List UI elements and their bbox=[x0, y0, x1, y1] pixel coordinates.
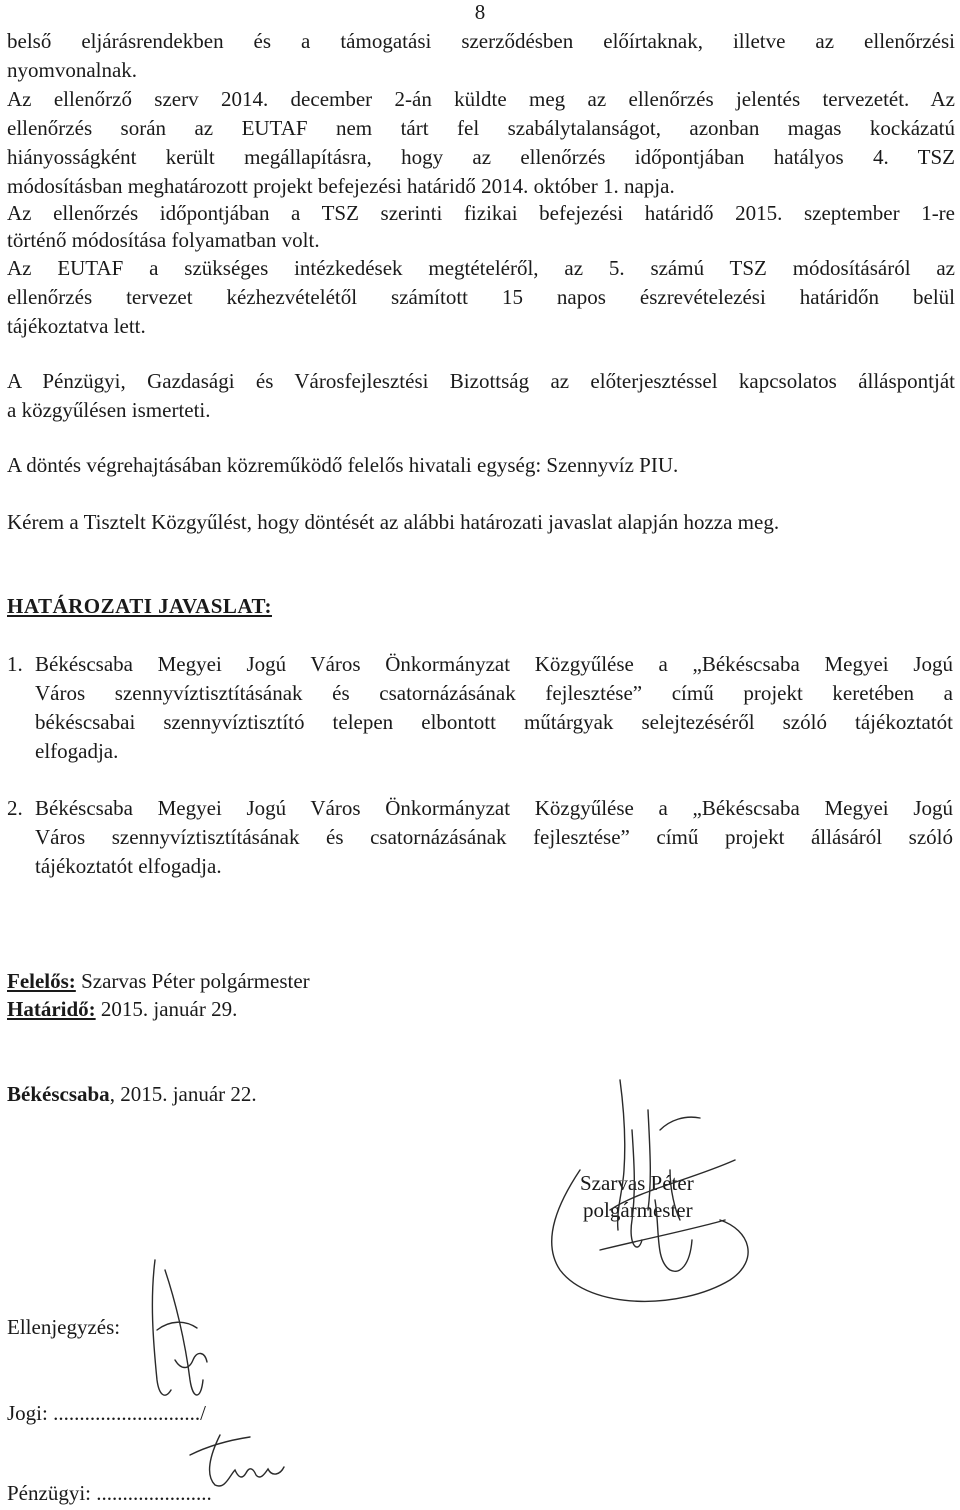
resolution-item-2-line-2: Város szennyvíztisztításának és csatornázásának fejlesztése” című projekt állásáról szóló bbox=[35, 825, 953, 849]
countersign-signature bbox=[135, 1250, 235, 1410]
date: , 2015. január 22. bbox=[109, 1082, 257, 1106]
resolution-item-2-line-1: Békéscsaba Megyei Jogú Város Önkormányzat Közgyűlése a „Békéscsaba Megyei Jogú bbox=[35, 796, 953, 820]
resolution-item-1-line-4: elfogadja. bbox=[35, 739, 119, 763]
legal-line bbox=[7, 1399, 206, 1428]
deadline-line bbox=[7, 995, 237, 1024]
paragraph3-line-3: tájékoztatva lett. bbox=[7, 314, 146, 338]
resolution-item-1-line-1: Békéscsaba Megyei Jogú Város Önkormányzat Közgyűlése a „Békéscsaba Megyei Jogú bbox=[35, 652, 953, 676]
resolution-item-1 bbox=[0, 650, 960, 770]
resolution-item-1-line-2: Város szennyvíztisztításának és csatornázásának fejlesztése” című projekt keretében a bbox=[35, 681, 953, 705]
resolution-item-number: 1. bbox=[7, 652, 23, 676]
paragraph4-line-2: a közgyűlésen ismerteti. bbox=[7, 398, 211, 422]
resolution-item-1-line-3: békéscsabai szennyvíztisztító telepen elbontott műtárgyak selejtezéséről szóló tájékoztatót bbox=[35, 710, 953, 734]
intro-line-2: nyomvonalnak. bbox=[7, 58, 138, 82]
paragraph1-line-3: hiányosságként került megállapításra, hogy az ellenőrzés időpontjában hatályos 4. TSZ bbox=[7, 145, 955, 169]
financial-dots: ...................... bbox=[96, 1481, 212, 1505]
responsible-label: Felelős: bbox=[7, 969, 76, 993]
financial-line bbox=[7, 1479, 212, 1508]
responsible-value: Szarvas Péter polgármester bbox=[75, 969, 310, 993]
countersign-label: Ellenjegyzés: bbox=[7, 1315, 121, 1339]
deadline-value: 2015. január 29. bbox=[95, 997, 238, 1021]
legal-label: Jogi: bbox=[7, 1401, 48, 1425]
resolution-item-2 bbox=[0, 794, 960, 884]
responsible-line bbox=[7, 967, 310, 996]
mayor-signature bbox=[520, 1070, 770, 1330]
signer-title: polgármester bbox=[583, 1198, 693, 1222]
page-number: 8 bbox=[474, 0, 486, 24]
deadline-label: Határidő: bbox=[7, 997, 96, 1021]
signer-name: Szarvas Péter bbox=[580, 1171, 694, 1195]
resolution-item-number: 2. bbox=[7, 796, 23, 820]
legal-dots: ............................/ bbox=[53, 1401, 206, 1425]
place: Békéscsaba bbox=[7, 1082, 110, 1106]
paragraph3-line-1: Az EUTAF a szükséges intézkedések megtételéről, az 5. számú TSZ módosításáról az bbox=[7, 256, 955, 280]
intro-line-1: belső eljárásrendekben és a támogatási szerződésben előírtaknak, illetve az ellenőrzési bbox=[7, 29, 955, 53]
responsible-unit-paragraph: A döntés végrehajtásában közreműködő felelős hivatali egység: Szennyvíz PIU. bbox=[7, 453, 679, 477]
paragraph2-line-2: történő módosítása folyamatban volt. bbox=[7, 228, 320, 252]
financial-label: Pénzügyi: bbox=[7, 1481, 91, 1505]
paragraph1-line-4: módosításban meghatározott projekt befejezési határidő 2014. október 1. napja. bbox=[7, 174, 675, 198]
paragraph3-line-2: ellenőrzés tervezet kézhezvételétől számított 15 napos észrevételezési határidőn belül bbox=[7, 285, 955, 309]
request-paragraph: Kérem a Tisztelt Közgyűlést, hogy döntését az alábbi határozati javaslat alapján hozza meg. bbox=[7, 510, 780, 534]
place-date-line bbox=[7, 1080, 257, 1109]
paragraph1-line-1: Az ellenőrző szerv 2014. december 2-án küldte meg az ellenőrzés jelentés tervezetét. Az bbox=[7, 87, 955, 111]
paragraph1-line-2: ellenőrzés során az EUTAF nem tárt fel szabálytalanságot, azonban magas kockázatú bbox=[7, 116, 955, 140]
paragraph4-line-1: A Pénzügyi, Gazdasági és Városfejlesztési Bizottság az előterjesztéssel kapcsolatos álláspontját bbox=[7, 369, 955, 393]
paragraph2-line-1: Az ellenőrzés időpontjában a TSZ szerinti fizikai befejezési határidő 2015. szeptember 1-re bbox=[7, 201, 955, 225]
resolution-item-2-line-3: tájékoztatót elfogadja. bbox=[35, 854, 222, 878]
resolution-heading: HATÁROZATI JAVASLAT: bbox=[7, 594, 272, 618]
